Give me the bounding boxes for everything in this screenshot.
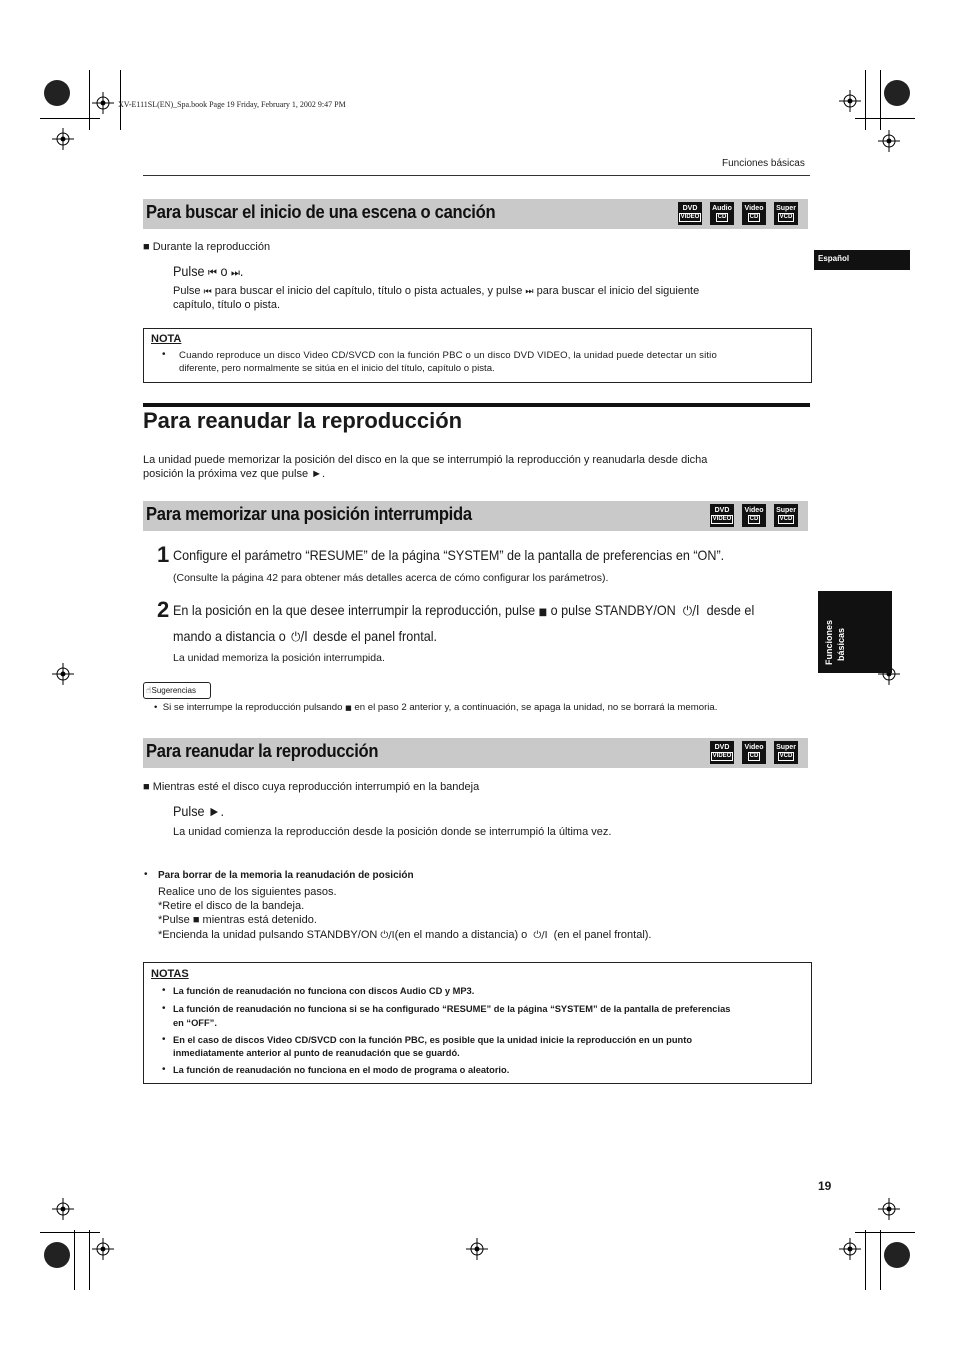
- section-tab-line-2: básicas: [836, 627, 846, 661]
- badge-line1: Super: [776, 507, 796, 514]
- chapter-title: Para reanudar la reproducción: [143, 408, 463, 433]
- badge-line2: VCD: [779, 516, 793, 522]
- video-cd-badge: [742, 202, 766, 225]
- badge-line2: VCD: [779, 753, 793, 759]
- note-text-line-1: Cuando reproduce un disco Video CD/SVCD con la función PBC o un disco DVD VIDEO, la unidad puede detectar un sitio: [179, 350, 717, 361]
- clear-title: Para borrar de la memoria la reanudación de posición: [158, 870, 414, 881]
- detail-line-1: [173, 285, 699, 297]
- crosshair-icon: [878, 130, 900, 152]
- notes-item: La función de reanudación no funciona si se ha configurado “RESUME” de la página “SYSTEM” de la pantalla de preferencias: [173, 1004, 731, 1014]
- notes-item-cont: inmediatamente anterior al punto de reanudación que se guardó.: [173, 1048, 460, 1058]
- super-vcd-badge: [774, 741, 798, 764]
- bullet-icon: •: [162, 1064, 166, 1075]
- section-header-search: [143, 199, 808, 229]
- step-2-line-2: [173, 628, 437, 645]
- power-icon: ⏻/I: [682, 604, 700, 619]
- step-2-text: En la posición en la que desee interrumpir la reproducción, pulse: [173, 602, 536, 618]
- crosshair-icon: [878, 1198, 900, 1220]
- condition-text: ■ Durante la reproducción: [143, 241, 271, 253]
- step-1-text: Configure el parámetro “RESUME” de la página “SYSTEM” de la pantalla de preferencias en “ON”.: [173, 547, 725, 563]
- language-tab: [814, 250, 910, 270]
- dvd-video-badge: [710, 504, 734, 527]
- skip-next-icon: ⏭: [525, 287, 534, 297]
- crosshair-icon: [839, 1238, 861, 1260]
- detail-text: para buscar el inicio del capítulo, título o pista actuales, y pulse: [214, 285, 523, 297]
- step-2-line-1: [173, 602, 754, 619]
- clear-line-1: Realice uno de los siguientes pasos.: [158, 886, 337, 898]
- super-vcd-badge: [774, 504, 798, 527]
- registration-target-icon: [884, 80, 910, 106]
- badge-line2: CD: [749, 753, 759, 759]
- step-number: 1: [157, 542, 170, 567]
- clear-text-part: (en el mando a distancia) o: [394, 929, 528, 941]
- badge-line1: Super: [776, 205, 796, 212]
- page-number: 19: [818, 1179, 832, 1193]
- stop-icon: ■: [345, 704, 352, 712]
- language-tab-label: Español: [818, 254, 850, 263]
- notes-item-cont: en “OFF”.: [173, 1018, 217, 1028]
- badge-line2: VIDEO: [712, 516, 732, 522]
- clear-line-4: [158, 929, 652, 941]
- section-tab-line-1: Funciones: [824, 619, 834, 665]
- section-title: Para buscar el inicio de una escena o canción: [146, 202, 496, 222]
- section-title: Para reanudar la reproducción: [146, 741, 379, 761]
- skip-previous-icon: ⏮: [203, 287, 212, 297]
- dvd-video-badge: [710, 741, 734, 764]
- registration-target-icon: [44, 1242, 70, 1268]
- note-text-line-2: diferente, pero normalmente se sitúa en el inicio del título, capítulo o pista.: [179, 363, 495, 374]
- note-box: [143, 328, 812, 383]
- clear-text-part: *Encienda la unidad pulsando STANDBY/ON: [158, 929, 378, 941]
- notes-item: La función de reanudación no funciona en el modo de programa o aleatorio.: [173, 1065, 510, 1075]
- instruction-line: [173, 263, 243, 280]
- notes-item: La función de reanudación no funciona con discos Audio CD y MP3.: [173, 986, 475, 996]
- hint-text: [154, 702, 717, 713]
- running-header: Funciones básicas: [722, 158, 805, 169]
- chapter-rule: [143, 403, 810, 407]
- bullet-icon: •: [154, 702, 163, 713]
- detail-text: La unidad comienza la reproducción desde la posición donde se interrumpió la última vez.: [173, 826, 612, 838]
- section-tab: [818, 591, 892, 673]
- book-info: XV-E111SL(EN)_Spa.book Page 19 Friday, February 1, 2002 9:47 PM: [118, 100, 346, 109]
- bullet-icon: •: [162, 985, 166, 996]
- notes-box: [143, 962, 812, 1084]
- section-title: Para memorizar una posición interrumpida: [146, 504, 472, 524]
- badge-line1: DVD: [682, 205, 698, 212]
- chapter-intro-line-2: posición la próxima vez que pulse ►.: [143, 468, 326, 480]
- step-1-sub: (Consulte la página 42 para obtener más detalles acerca de cómo configurar los parámetros).: [173, 572, 609, 584]
- instruction-text: .: [239, 263, 244, 279]
- skip-previous-icon: ⏮: [208, 266, 217, 279]
- disc-badges: [710, 741, 798, 764]
- badge-line2: CD: [717, 214, 727, 220]
- badge-line2: CD: [749, 214, 759, 220]
- hint-text-part: en el paso 2 anterior y, a continuación, se apaga la unidad, no se borrará la memoria.: [354, 702, 718, 713]
- badge-line1: DVD: [714, 507, 730, 514]
- badge-line1: Video: [744, 744, 764, 751]
- hand-icon: ☝: [146, 686, 152, 696]
- crosshair-icon: [52, 1198, 74, 1220]
- instruction-text: Pulse: [173, 263, 205, 279]
- step-2-text: desde el: [706, 602, 755, 618]
- audio-cd-badge: [710, 202, 734, 225]
- step-2-text: mando a distancia o: [173, 628, 286, 644]
- badge-line1: Audio: [712, 205, 732, 212]
- instruction-text: o: [220, 263, 228, 279]
- disc-badges: [678, 202, 798, 225]
- detail-text: para buscar el inicio del siguiente: [536, 285, 700, 297]
- skip-next-icon: ⏭: [230, 266, 240, 279]
- badge-line2: VIDEO: [712, 753, 732, 759]
- crosshair-icon: [92, 1238, 114, 1260]
- condition-text: ■ Mientras esté el disco cuya reproducción interrumpió en la bandeja: [143, 781, 480, 793]
- power-icon: ⏻/I: [380, 930, 395, 941]
- badge-line2: VIDEO: [680, 214, 700, 220]
- hint-label: Sugerencias: [151, 686, 196, 695]
- hint-text-part: Si se interrumpe la reproducción pulsando: [162, 702, 343, 713]
- detail-text: Pulse: [173, 285, 201, 297]
- crosshair-icon: [92, 92, 114, 114]
- step-2-sub: La unidad memoriza la posición interrumpida.: [173, 652, 385, 664]
- badge-line2: CD: [749, 516, 759, 522]
- step-2-text: desde el panel frontal.: [313, 628, 438, 644]
- stop-icon: ■: [538, 607, 548, 618]
- registration-target-icon: [884, 1242, 910, 1268]
- badge-line1: DVD: [714, 744, 730, 751]
- disc-badges: [710, 504, 798, 527]
- header-rule: [143, 175, 810, 176]
- badge-line1: Video: [744, 507, 764, 514]
- registration-target-icon: [44, 80, 70, 106]
- notes-item: En el caso de discos Video CD/SVCD con la función PBC, es posible que la unidad inicie la reproducción en un punto: [173, 1035, 692, 1045]
- super-vcd-badge: [774, 202, 798, 225]
- badge-line2: VCD: [779, 214, 793, 220]
- clear-text-part: (en el panel frontal).: [553, 929, 652, 941]
- detail-line-2: capítulo, título o pista.: [173, 299, 281, 311]
- crosshair-icon: [52, 128, 74, 150]
- step-number: 2: [157, 597, 170, 622]
- crosshair-icon: [466, 1238, 488, 1260]
- section-header-memorize: [143, 501, 808, 531]
- clear-line-3: *Pulse ■ mientras está detenido.: [158, 914, 317, 926]
- chapter-intro-line-1: La unidad puede memorizar la posición del disco en la que se interrumpió la reproducción y reanudarla desde dicha: [143, 454, 708, 466]
- dvd-video-badge: [678, 202, 702, 225]
- step-2-text: o pulse STANDBY/ON: [550, 602, 676, 618]
- bullet-icon: •: [162, 1034, 166, 1045]
- note-title: NOTA: [151, 333, 182, 345]
- hint-tag: [143, 682, 211, 699]
- crosshair-icon: [52, 663, 74, 685]
- badge-line1: Super: [776, 744, 796, 751]
- clear-line-2: *Retire el disco de la bandeja.: [158, 900, 305, 912]
- section-header-resume: [143, 738, 808, 768]
- power-icon: ⏻/I: [533, 930, 548, 941]
- power-icon: ⏻/I: [291, 630, 308, 645]
- crosshair-icon: [839, 90, 861, 112]
- video-cd-badge: [742, 504, 766, 527]
- notes-title: NOTAS: [151, 968, 189, 980]
- badge-line1: Video: [744, 205, 764, 212]
- bullet-icon: •: [162, 349, 166, 360]
- instruction-line: Pulse ►.: [173, 803, 224, 819]
- video-cd-badge: [742, 741, 766, 764]
- bullet-icon: •: [144, 869, 148, 880]
- bullet-icon: •: [162, 1003, 166, 1014]
